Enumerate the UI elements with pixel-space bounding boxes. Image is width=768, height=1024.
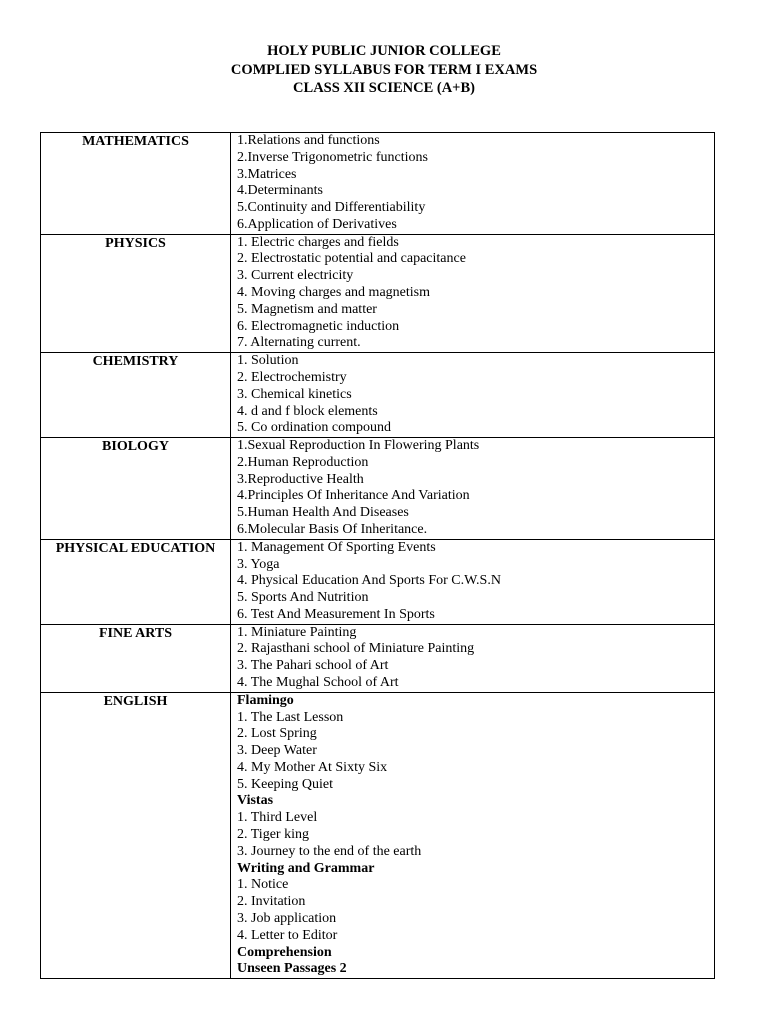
topic-item: 1. Miniature Painting xyxy=(237,624,357,640)
syllabus-row xyxy=(41,234,715,352)
topic-item: 3. Job application xyxy=(237,910,337,926)
section-heading: Flamingo xyxy=(237,692,294,708)
topic-list xyxy=(231,438,715,540)
topic-list xyxy=(231,234,715,352)
topic-item: 1.Relations and functions xyxy=(237,133,380,148)
topic-item: 1. Solution xyxy=(237,353,299,369)
topic-item: 2.Inverse Trigonometric functions xyxy=(237,149,428,165)
syllabus-row xyxy=(41,438,715,540)
topic-item: 5.Human Health And Diseases xyxy=(237,505,409,521)
topic-list xyxy=(231,692,715,978)
topic-item: 6.Application of Derivatives xyxy=(237,216,397,232)
syllabus-row xyxy=(41,692,715,978)
section-heading: Comprehension xyxy=(237,944,332,960)
section-heading: Vistas xyxy=(237,793,274,809)
topic-item: 3.Matrices xyxy=(237,166,297,182)
subject-name: FINE ARTS xyxy=(41,624,231,692)
subject-name: PHYSICAL EDUCATION xyxy=(41,539,231,624)
subject-name: PHYSICS xyxy=(41,234,231,352)
topic-item: 1.Sexual Reproduction In Flowering Plants xyxy=(237,438,480,454)
syllabus-row xyxy=(41,624,715,692)
topic-item: 1. Management Of Sporting Events xyxy=(237,539,436,555)
syllabus-row xyxy=(41,353,715,438)
syllabus-row xyxy=(41,539,715,624)
topic-item: 1. Notice xyxy=(237,877,289,893)
syllabus-table xyxy=(40,132,715,979)
subject-name: ENGLISH xyxy=(41,692,231,978)
topic-item: 3. Chemical kinetics xyxy=(237,386,352,402)
topic-item: 6. Test And Measurement In Sports xyxy=(237,606,435,622)
topic-list xyxy=(231,353,715,438)
topic-item: 4. Letter to Editor xyxy=(237,927,338,943)
topic-item: 2. Rajasthani school of Miniature Painting xyxy=(237,641,475,657)
subject-name: BIOLOGY xyxy=(41,438,231,540)
topic-item: 4.Determinants xyxy=(237,183,323,199)
topic-item: 6.Molecular Basis Of Inheritance. xyxy=(237,521,428,537)
class-title: CLASS XII SCIENCE (A+B) xyxy=(293,80,475,96)
topic-item: 2. Electrostatic potential and capacitance xyxy=(237,251,466,267)
topic-item: 1. The Last Lesson xyxy=(237,709,344,725)
section-heading: Writing and Grammar xyxy=(237,860,375,876)
topic-item: 5.Continuity and Differentiability xyxy=(237,200,426,216)
topic-item: 2. Electrochemistry xyxy=(237,369,347,385)
subject-name: CHEMISTRY xyxy=(41,353,231,438)
topic-list xyxy=(231,624,715,692)
topic-item: 3.Reproductive Health xyxy=(237,471,364,487)
college-name: HOLY PUBLIC JUNIOR COLLEGE xyxy=(267,43,501,59)
topic-item: 4. The Mughal School of Art xyxy=(237,675,399,690)
topic-item: 3. Yoga xyxy=(237,556,280,572)
topic-item: 4. d and f block elements xyxy=(237,403,378,419)
syllabus-table-body xyxy=(41,133,715,979)
topic-list xyxy=(231,133,715,235)
topic-item: 4. My Mother At Sixty Six xyxy=(237,759,388,775)
topic-item: 3. The Pahari school of Art xyxy=(237,658,389,674)
topic-item: 1. Third Level xyxy=(237,810,318,826)
topic-item: 5. Sports And Nutrition xyxy=(237,590,369,606)
topic-item: 2. Tiger king xyxy=(237,827,309,843)
topic-item: 2. Lost Spring xyxy=(237,726,317,742)
topic-item: 5. Keeping Quiet xyxy=(237,776,334,792)
topic-item: 3. Current electricity xyxy=(237,268,354,284)
syllabus-title: COMPLIED SYLLABUS FOR TERM I EXAMS xyxy=(230,61,538,78)
topic-item: 4. Physical Education And Sports For C.W.S.N xyxy=(237,573,501,589)
topic-item: 2. Invitation xyxy=(237,894,306,910)
topic-item: 5. Co ordination compound xyxy=(237,420,391,436)
syllabus-row xyxy=(41,133,715,235)
topic-item: 4. Moving charges and magnetism xyxy=(237,285,430,301)
section-heading: Unseen Passages 2 xyxy=(237,961,347,977)
topic-item: 7. Alternating current. xyxy=(237,335,361,351)
topic-item: 2.Human Reproduction xyxy=(237,454,369,470)
topic-item: 4.Principles Of Inheritance And Variation xyxy=(237,488,470,504)
topic-item: 3. Deep Water xyxy=(237,743,317,759)
topic-item: 6. Electromagnetic induction xyxy=(237,318,400,334)
topic-item: 5. Magnetism and matter xyxy=(237,301,377,317)
topic-item: 3. Journey to the end of the earth xyxy=(237,843,422,859)
topic-item: 1. Electric charges and fields xyxy=(237,234,399,250)
subject-name: MATHEMATICS xyxy=(41,133,231,235)
topic-list xyxy=(231,539,715,624)
document-header xyxy=(0,42,768,98)
